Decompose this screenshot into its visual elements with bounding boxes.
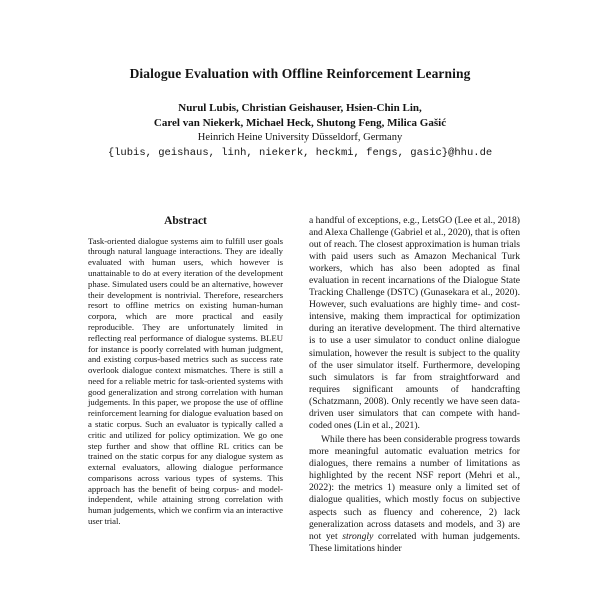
abstract-text: Task-oriented dialogue systems aim to fulfill user goals through natural language interactions. They are ideally evaluated with human users, which however is unattainable to do at every iteration of the development phase. Simulated users could be an alternative, however their development is nontrivial. Therefore, researchers resort to offline metrics on existing human-human corpora, which are more practical and easily reproducible. They are unfortunately limited in reflecting real performance of dialogue systems. BLEU for instance is poorly correlated with human judgment, and existing corpus-based metrics such as success rate overlook dialogue context mismatches. There is still a need for a reliable metric for task-oriented systems with good generalization and strong correlation with human judgements. In this paper, we propose the use of offline reinforcement learning for dialogue evaluation based on a static corpus. Such an evaluator is typically called a critic and utilized for policy optimization. We go one step further and show that offline RL critics can be trained on the static corpus for any dialogue system as external evaluators, allowing dialogue performance comparisons across various types of systems. This approach has the benefit of being corpus- and model-independent, while attaining strong correlation with human judgements, which we confirm via an interactive user trial. <box>88 235 283 526</box>
body-paragraph-2-end: correlated with human judgements. These limitations hinder <box>309 530 520 554</box>
right-column <box>309 215 520 555</box>
abstract-heading: Abstract <box>164 214 207 227</box>
authors-line-1: Nurul Lubis, Christian Geishauser, Hsien-Chin Lin, <box>178 102 422 114</box>
affiliation: Heinrich Heine University Düsseldorf, Germany <box>197 131 403 143</box>
two-column-body <box>0 215 600 555</box>
paper-header <box>0 66 600 159</box>
author-list <box>0 101 600 131</box>
left-column <box>80 215 291 555</box>
body-paragraph-1: a handful of exceptions, e.g., LetsGO (Lee et al., 2018) and Alexa Challenge (Gabriel et al., 2020), that is often out of reach. The closest approximation is human trials with paid users such as Amazon Mechanical Turk workers, which has also been adopted as final evaluation in recent incarnations of the Dialogue State Tracking Challenge (DSTC) (Gunasekara et al., 2020). However, such evaluations are highly time- and cost-intensive, making them impractical for optimization during an iterative development. The third alternative is to use a user simulator to conduct online dialogue simulation, however the result is subject to the quality of the user simulator itself. Furthermore, developing such simulators is far from straightforward and requires significant amounts of handcrafting (Schatzmann, 2008). Only recently we have seen data-driven user simulators that can compete with hand-coded ones (Lin et al., 2021). <box>309 214 520 432</box>
body-paragraph-2-start: While there has been considerable progress towards more meaningful automatic evaluation metrics for dialogues, there remains a number of limitations as highlighted by the recent NSF report (Mehri et al., 2022): the metrics 1) measure only a limited set of dialogue qualities, which mostly focus on subjective aspects such as fluency and coherence, 2) lack generalization across datasets and models, and 3) are not yet <box>309 434 520 542</box>
body-paragraph-2 <box>309 434 520 555</box>
author-emails: {lubis, geishaus, linh, niekerk, heckmi, fengs, gasic}@hhu.de <box>107 146 493 159</box>
body-paragraph-2-emphasis: strongly <box>342 530 374 542</box>
paper-title: Dialogue Evaluation with Offline Reinforcement Learning <box>129 66 471 81</box>
authors-line-2: Carel van Niekerk, Michael Heck, Shutong Feng, Milica Gašić <box>153 116 447 129</box>
